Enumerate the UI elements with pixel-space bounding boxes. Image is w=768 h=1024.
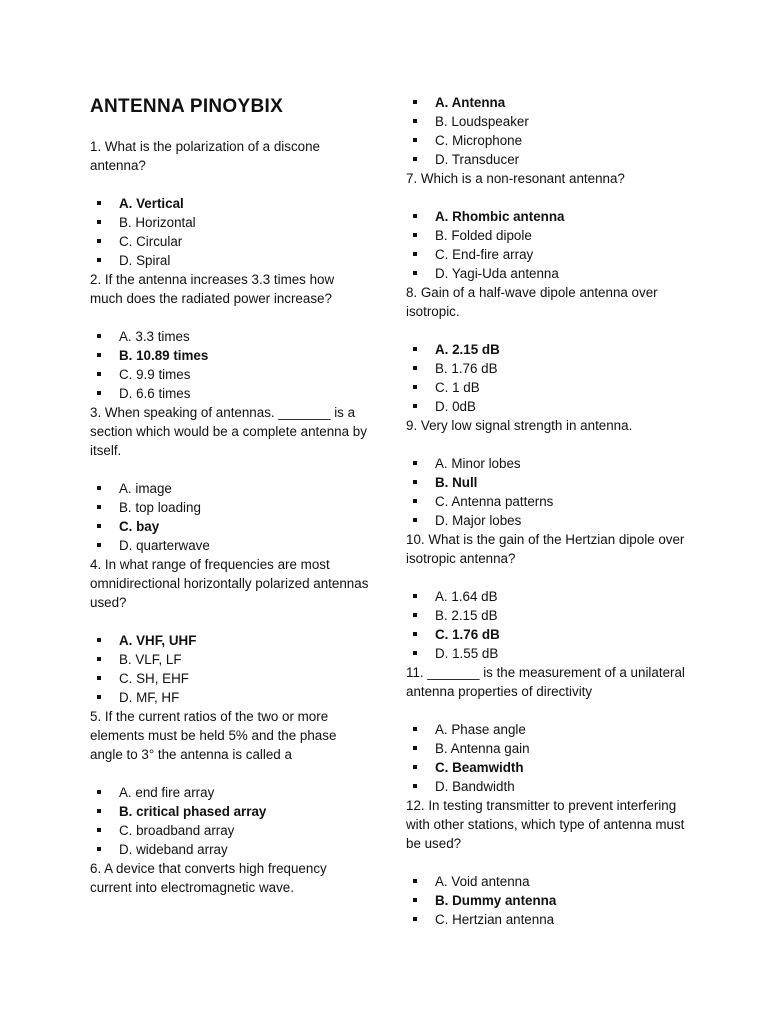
bullet-icon <box>97 638 101 642</box>
bullet-icon <box>97 543 101 547</box>
bullet-icon <box>413 157 417 161</box>
answer-option <box>406 264 696 283</box>
option-text: A. Phase angle <box>435 722 526 737</box>
option-text: A. Minor lobes <box>435 456 521 471</box>
answer-option <box>90 802 370 821</box>
bullet-icon <box>97 695 101 699</box>
answer-option <box>406 131 696 150</box>
answer-option <box>90 821 370 840</box>
bullet-icon <box>97 391 101 395</box>
options-list <box>406 720 696 796</box>
bullet-icon <box>413 233 417 237</box>
options-list <box>90 479 370 555</box>
question-text: 3. When speaking of antennas. _______ is a section which would be a complete antenna by itself. <box>90 405 367 458</box>
answer-option <box>406 739 696 758</box>
answer-option <box>406 625 696 644</box>
option-text: B. 2.15 dB <box>435 608 498 623</box>
bullet-icon <box>413 632 417 636</box>
option-text: A. Void antenna <box>435 874 530 889</box>
options-list <box>90 783 370 859</box>
answer-option <box>406 454 696 473</box>
bullet-icon <box>413 765 417 769</box>
option-text: C. Beamwidth <box>435 760 524 775</box>
bullet-icon <box>413 214 417 218</box>
answer-option <box>90 346 370 365</box>
option-text: A. Vertical <box>119 196 184 211</box>
option-text: D. Yagi-Uda antenna <box>435 266 559 281</box>
bullet-icon <box>97 809 101 813</box>
answer-option <box>406 473 696 492</box>
answer-option <box>90 365 370 384</box>
options-list <box>90 194 370 270</box>
option-text: B. Loudspeaker <box>435 114 529 129</box>
bullet-icon <box>413 784 417 788</box>
left-column <box>90 93 370 916</box>
option-text: B. Antenna gain <box>435 741 530 756</box>
option-text: C. SH, EHF <box>119 671 189 686</box>
answer-option <box>90 631 370 650</box>
option-text: A. Antenna <box>435 95 506 110</box>
answer-option <box>406 93 696 112</box>
option-text: A. VHF, UHF <box>119 633 197 648</box>
bullet-icon <box>97 239 101 243</box>
question-text: 11. _______ is the measurement of a unilateral antenna properties of directivity <box>406 665 685 699</box>
question-text: 8. Gain of a half-wave dipole antenna over isotropic. <box>406 285 658 319</box>
option-text: B. Null <box>435 475 478 490</box>
bullet-icon <box>97 220 101 224</box>
bullet-icon <box>97 524 101 528</box>
bullet-icon <box>97 353 101 357</box>
option-text: B. Folded dipole <box>435 228 532 243</box>
option-text: A. image <box>119 481 172 496</box>
answer-option <box>406 492 696 511</box>
options-list <box>90 631 370 707</box>
option-text: D. MF, HF <box>119 690 180 705</box>
bullet-icon <box>413 461 417 465</box>
bullet-icon <box>97 505 101 509</box>
bullet-icon <box>413 898 417 902</box>
answer-option <box>406 359 696 378</box>
answer-option <box>406 720 696 739</box>
answer-option <box>406 112 696 131</box>
option-text: D. quarterwave <box>119 538 210 553</box>
option-text: A. end fire array <box>119 785 215 800</box>
answer-option <box>406 606 696 625</box>
bullet-icon <box>413 499 417 503</box>
question-text: 7. Which is a non-resonant antenna? <box>406 171 625 186</box>
option-text: B. 1.76 dB <box>435 361 498 376</box>
answer-option <box>406 378 696 397</box>
option-text: D. 1.55 dB <box>435 646 499 661</box>
option-text: D. 6.6 times <box>119 386 191 401</box>
bullet-icon <box>97 372 101 376</box>
bullet-icon <box>413 366 417 370</box>
bullet-icon <box>413 746 417 750</box>
bullet-icon <box>97 486 101 490</box>
bullet-icon <box>97 676 101 680</box>
answer-option <box>406 777 696 796</box>
option-text: B. Horizontal <box>119 215 196 230</box>
answer-option <box>90 251 370 270</box>
option-text: B. Dummy antenna <box>435 893 557 908</box>
question-text: 12. In testing transmitter to prevent interfering with other stations, which type of antenna must be used? <box>406 798 685 851</box>
bullet-icon <box>97 334 101 338</box>
option-text: C. 9.9 times <box>119 367 191 382</box>
option-text: C. Microphone <box>435 133 523 148</box>
option-text: D. Major lobes <box>435 513 522 528</box>
answer-option <box>90 213 370 232</box>
option-text: C. Antenna patterns <box>435 494 554 509</box>
answer-option <box>406 340 696 359</box>
bullet-icon <box>413 518 417 522</box>
option-text: B. VLF, LF <box>119 652 182 667</box>
options-list <box>406 207 696 283</box>
answer-option <box>90 232 370 251</box>
bullet-icon <box>97 828 101 832</box>
answer-option <box>90 517 370 536</box>
answer-option <box>406 511 696 530</box>
option-text: D. wideband array <box>119 842 228 857</box>
bullet-icon <box>413 404 417 408</box>
option-text: C. Hertzian antenna <box>435 912 555 927</box>
question-text: 1. What is the polarization of a discone antenna? <box>90 139 321 173</box>
option-text: B. 10.89 times <box>119 348 209 363</box>
answer-option <box>90 669 370 688</box>
bullet-icon <box>413 252 417 256</box>
options-list <box>406 872 696 929</box>
document-title: ANTENNA PINOYBIX <box>90 96 284 117</box>
question-text: 6. A device that converts high frequency current into electromagnetic wave. <box>90 861 327 895</box>
option-text: C. 1 dB <box>435 380 480 395</box>
answer-option <box>406 150 696 169</box>
option-text: D. Transducer <box>435 152 520 167</box>
bullet-icon <box>413 271 417 275</box>
answer-option <box>90 327 370 346</box>
bullet-icon <box>413 613 417 617</box>
answer-option <box>406 891 696 910</box>
options-list <box>406 587 696 663</box>
question-6-options <box>406 93 696 169</box>
answer-option <box>406 587 696 606</box>
right-column <box>406 93 696 929</box>
bullet-icon <box>97 790 101 794</box>
bullet-icon <box>413 480 417 484</box>
option-text: C. broadband array <box>119 823 235 838</box>
answer-option <box>406 910 696 929</box>
option-text: A. 3.3 times <box>119 329 190 344</box>
bullet-icon <box>413 594 417 598</box>
bullet-icon <box>413 347 417 351</box>
bullet-icon <box>413 100 417 104</box>
answer-option <box>406 758 696 777</box>
bullet-icon <box>413 917 417 921</box>
question-text: 9. Very low signal strength in antenna. <box>406 418 633 433</box>
options-list <box>90 327 370 403</box>
option-text: D. 0dB <box>435 399 476 414</box>
option-text: D. Spiral <box>119 253 171 268</box>
options-list <box>406 340 696 416</box>
question-text: 4. In what range of frequencies are most omnidirectional horizontally polarized antennas used? <box>90 557 369 610</box>
bullet-icon <box>413 727 417 731</box>
option-text: C. End-fire array <box>435 247 534 262</box>
option-text: B. top loading <box>119 500 201 515</box>
answer-option <box>90 498 370 517</box>
bullet-icon <box>97 258 101 262</box>
options-list <box>406 454 696 530</box>
answer-option <box>90 536 370 555</box>
answer-option <box>406 207 696 226</box>
bullet-icon <box>97 201 101 205</box>
option-text: A. 1.64 dB <box>435 589 498 604</box>
answer-option <box>90 783 370 802</box>
question-text: 2. If the antenna increases 3.3 times how much does the radiated power increase? <box>90 272 335 306</box>
answer-option <box>406 245 696 264</box>
bullet-icon <box>97 847 101 851</box>
option-text: D. Bandwidth <box>435 779 515 794</box>
answer-option <box>406 397 696 416</box>
option-text: C. Circular <box>119 234 183 249</box>
option-text: C. bay <box>119 519 160 534</box>
answer-option <box>90 840 370 859</box>
option-text: B. critical phased array <box>119 804 267 819</box>
bullet-icon <box>97 657 101 661</box>
answer-option <box>90 688 370 707</box>
bullet-icon <box>413 119 417 123</box>
bullet-icon <box>413 651 417 655</box>
answer-option <box>90 194 370 213</box>
question-text: 5. If the current ratios of the two or more elements must be held 5% and the phase angle to 3° the antenna is called a <box>90 709 337 762</box>
answer-option <box>90 479 370 498</box>
question-text: 10. What is the gain of the Hertzian dipole over isotropic antenna? <box>406 532 685 566</box>
answer-option <box>406 872 696 891</box>
answer-option <box>90 384 370 403</box>
answer-option <box>90 650 370 669</box>
bullet-icon <box>413 879 417 883</box>
bullet-icon <box>413 385 417 389</box>
answer-option <box>406 226 696 245</box>
option-text: C. 1.76 dB <box>435 627 500 642</box>
bullet-icon <box>413 138 417 142</box>
option-text: A. 2.15 dB <box>435 342 500 357</box>
answer-option <box>406 644 696 663</box>
option-text: A. Rhombic antenna <box>435 209 565 224</box>
